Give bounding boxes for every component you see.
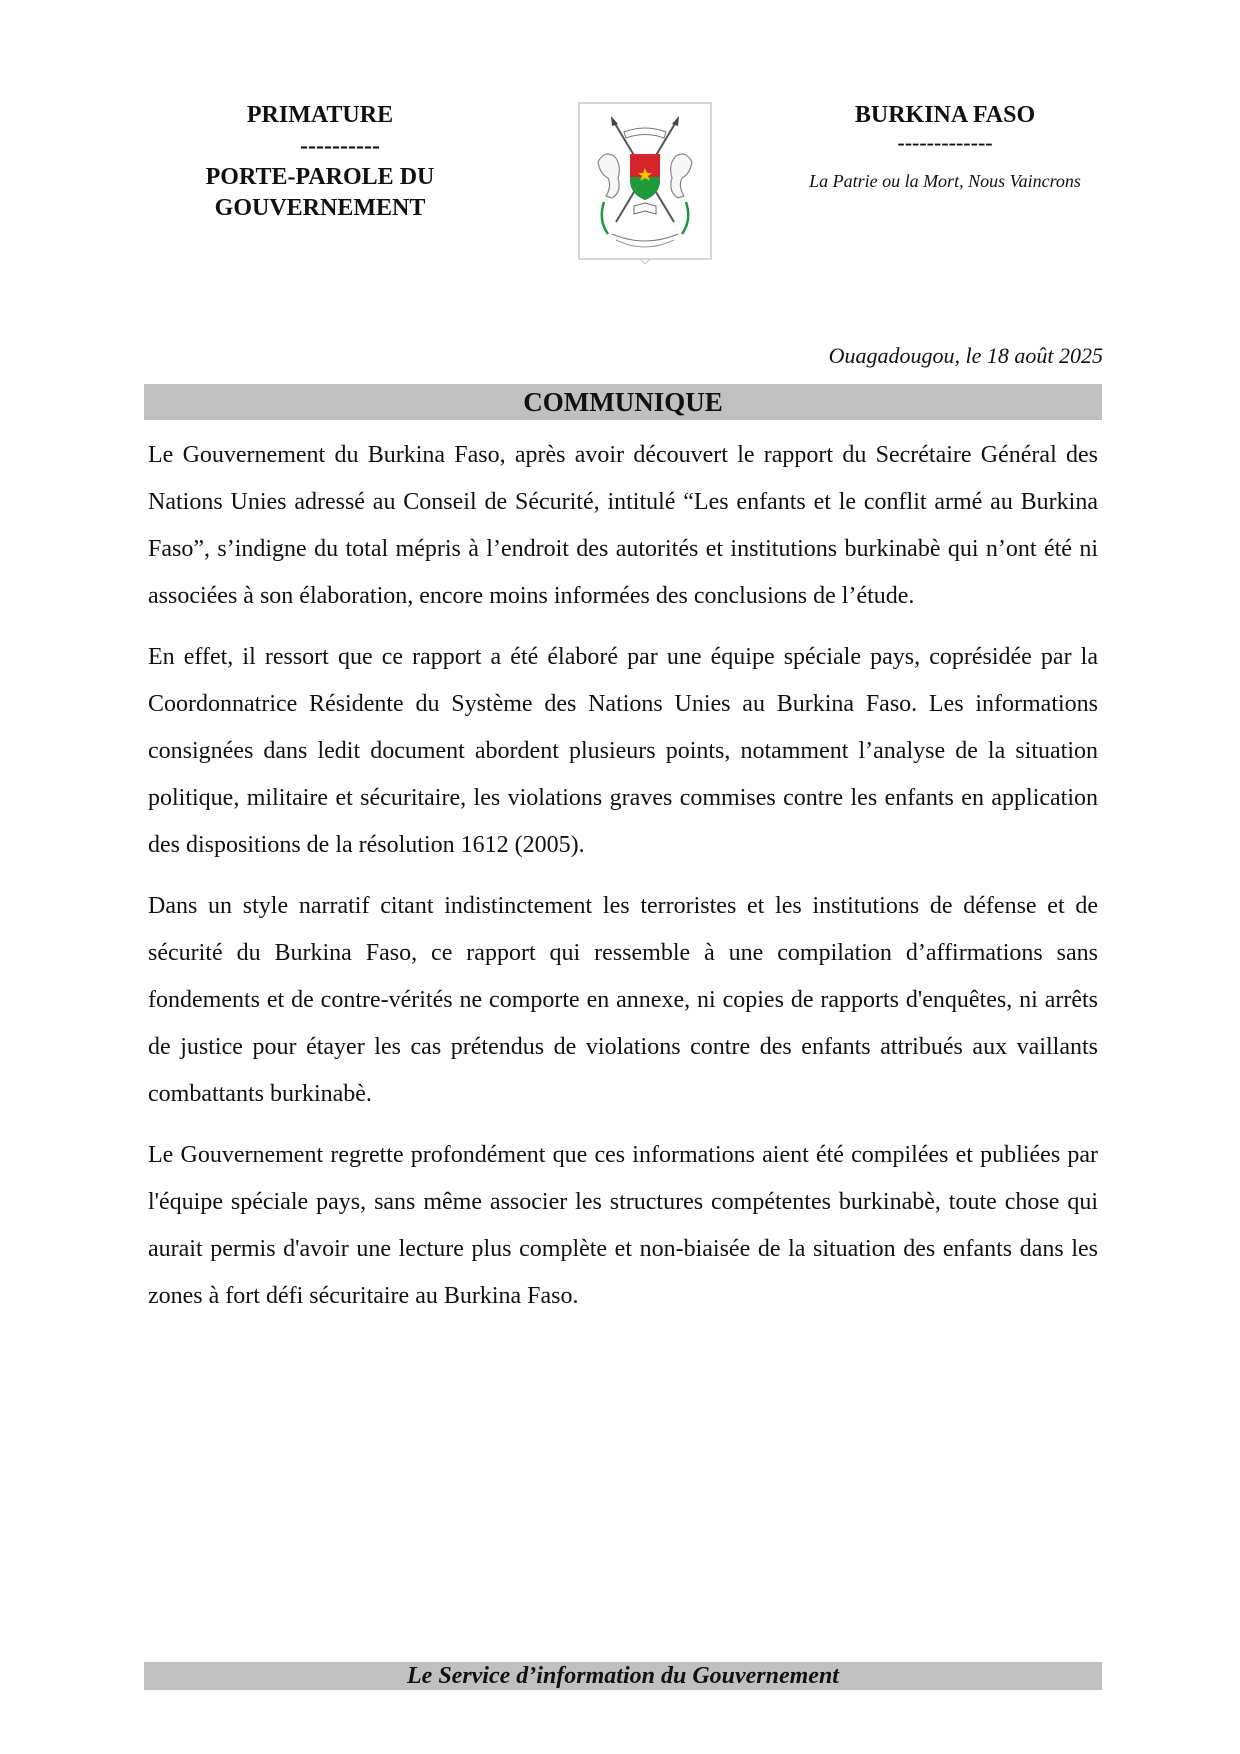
paragraph: Le Gouvernement du Burkina Faso, après avoir découvert le rapport du Secrétaire Général des Nations Unies adressé au Conseil de Sécurité, intitulé “Les enfants et le conflit armé au Burkina Faso”, s’indigne du total mépris à l’endroit des autorités et institutions burkinabè qui n’ont été ni associées à son élaboration, encore moins informées des conclusions de l’étude. [148,442,1098,609]
header-right [790,100,1100,192]
document-date: Ouagadougou, le 18 août 2025 [828,343,1103,368]
document-title: COMMUNIQUE [144,384,1102,420]
header-right-separator: ------------- [897,130,993,155]
paragraph: Dans un style narratif citant indistinctement les terroristes et les institutions de défense et de sécurité du Burkina Faso, ce rapport qui ressemble à une compilation d’affirmations sans fondements et de contre-vérités ne comporte en annexe, ni copies de rapports d'enquêtes, ni arrêts de justice pour étayer les cas prétendus de violations contre des enfants attribués aux vaillants combattants burkinabè. [148,893,1098,1107]
document-body [148,432,1098,1334]
header-porte-parole: PORTE-PAROLE DU [205,164,435,190]
header-country: BURKINA FASO [854,102,1036,128]
paragraph: En effet, il ressort que ce rapport a été élaboré par une équipe spéciale pays, coprésidée par la Coordonnatrice Résidente du Système des Nations Unies au Burkina Faso. Les informations consignées dans ledit document abordent plusieurs points, notamment l’analyse de la situation politique, militaire et sécuritaire, les violations graves commises contre les enfants en application des dispositions de la résolution 1612 (2005). [148,644,1098,858]
coat-of-arms-icon [578,102,712,264]
header-gouvernement: GOUVERNEMENT [214,195,426,221]
paragraph: Le Gouvernement regrette profondément que ces informations aient été compilées et publiées par l'équipe spéciale pays, sans même associer les structures compétentes burkinabè, toute chose qui aurait permis d'avoir une lecture plus complète et non-biaisée de la situation des enfants dans les zones à fort défi sécuritaire au Burkina Faso. [148,1142,1098,1309]
header-motto: La Patrie ou la Mort, Nous Vaincrons [809,171,1081,191]
header-left [150,100,490,224]
document-footer: Le Service d’information du Gouvernement [144,1662,1102,1690]
header-left-separator: ---------- [300,133,380,159]
header-primature: PRIMATURE [246,102,394,128]
